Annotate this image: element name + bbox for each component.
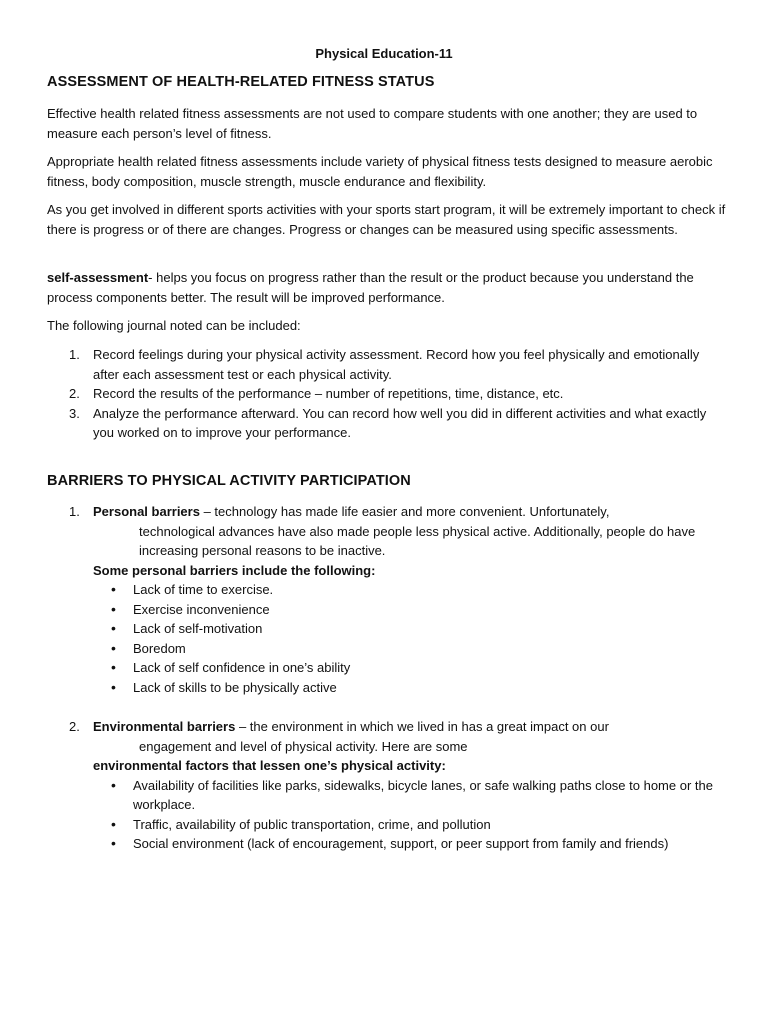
personal-barriers-continuation: technological advances have also made people less physical active. Additionally, people do have increasing personal reasons to be inactive. <box>139 523 696 558</box>
bullet-icon: • <box>111 815 116 832</box>
list-number: 2. <box>69 386 80 401</box>
list-item <box>69 776 729 815</box>
list-item <box>69 639 729 659</box>
journal-list <box>47 345 727 443</box>
personal-barriers-term: Personal barriers <box>93 504 200 519</box>
list-item-text: Lack of self confidence in one’s ability <box>133 660 351 675</box>
environmental-barriers-term: Environmental barriers <box>93 719 236 734</box>
list-number: 2. <box>69 719 80 734</box>
environmental-barriers-subheading: environmental factors that lessen one’s physical activity: <box>93 758 446 773</box>
list-item <box>69 834 729 854</box>
self-assessment-text: - helps you focus on progress rather than the result or the product because you understand the process components better. The result will be improved performance. <box>47 270 694 305</box>
list-item <box>47 384 727 404</box>
list-item <box>69 600 729 620</box>
list-item <box>69 580 729 600</box>
bullet-icon: • <box>111 600 116 617</box>
personal-barriers-line: – technology has made life easier and more convenient. Unfortunately, <box>199 504 610 519</box>
list-item <box>69 658 729 678</box>
list-item <box>69 678 729 698</box>
list-number: 3. <box>69 405 80 421</box>
bullet-icon: • <box>111 581 116 597</box>
list-number: 1. <box>69 504 80 519</box>
list-item-text: Lack of skills to be physically active <box>133 679 337 695</box>
bullet-icon: • <box>111 659 116 675</box>
list-item-text: Boredom <box>133 640 186 656</box>
paragraph-progress: As you get involved in different sports activities with your sports start program, it will be extremely important to check if there is progress or of there are changes. Progress or changes can be measured using specific assessments. <box>47 202 726 237</box>
bullet-icon: • <box>111 776 116 793</box>
bullet-icon: • <box>111 639 116 656</box>
personal-barriers-subheading: Some personal barriers include the following: <box>93 562 376 578</box>
list-item <box>47 404 727 443</box>
environmental-barriers-block <box>69 717 729 854</box>
personal-barriers-block <box>69 502 729 697</box>
list-item-text: Traffic, availability of public transportation, crime, and pollution <box>133 816 491 832</box>
bullet-icon: • <box>111 835 116 851</box>
list-item <box>69 815 729 835</box>
environmental-barriers-lead <box>69 717 729 737</box>
bullet-icon: • <box>111 620 116 636</box>
environmental-barriers-line: – the environment in which we lived in has a great impact on our <box>235 719 609 734</box>
paragraph-purpose: Effective health related fitness assessments are not used to compare students with one another; they are used to measure each person’s level of fitness. <box>47 106 698 141</box>
paragraph-tests: Appropriate health related fitness assessments include variety of physical fitness tests designed to measure aerobic fitness, body composition, muscle strength, muscle endurance and flexibility. <box>47 154 713 189</box>
list-item-text: Exercise inconvenience <box>133 601 270 617</box>
list-item-text: Social environment (lack of encouragement, support, or peer support from family and friends) <box>133 836 669 851</box>
list-item-text: Availability of facilities like parks, sidewalks, bicycle lanes, or safe walking paths close to home or the workplace. <box>133 777 713 812</box>
list-item <box>47 345 727 384</box>
environmental-barriers-continuation: engagement and level of physical activity. Here are some <box>139 738 468 754</box>
list-item-text: Record the results of the performance – number of repetitions, time, distance, etc. <box>93 386 564 401</box>
environmental-barriers-list <box>69 776 729 854</box>
personal-barriers-lead <box>69 502 729 522</box>
personal-barriers-list <box>69 580 729 697</box>
list-item-text: Record feelings during your physical activity assessment. Record how you feel physically and emotionally after each assessment test or each physical activity. <box>93 347 700 382</box>
bullet-icon: • <box>111 678 116 695</box>
list-item-text: Lack of self-motivation <box>133 621 263 636</box>
self-assessment-term: self-assessment <box>47 270 149 285</box>
section-heading-barriers: BARRIERS TO PHYSICAL ACTIVITY PARTICIPATION <box>47 473 411 489</box>
list-number: 1. <box>69 347 80 362</box>
list-item-text: Analyze the performance afterward. You can record how well you did in different activities and what exactly you worked on to improve your performance. <box>93 405 707 440</box>
document-title: Physical Education-11 <box>315 46 453 61</box>
paragraph-self-assessment <box>47 268 727 307</box>
section-heading-assessment: ASSESSMENT OF HEALTH-RELATED FITNESS STATUS <box>47 74 435 90</box>
list-item-text: Lack of time to exercise. <box>133 582 274 597</box>
list-item <box>69 619 729 639</box>
journal-intro: The following journal noted can be included: <box>47 318 301 333</box>
